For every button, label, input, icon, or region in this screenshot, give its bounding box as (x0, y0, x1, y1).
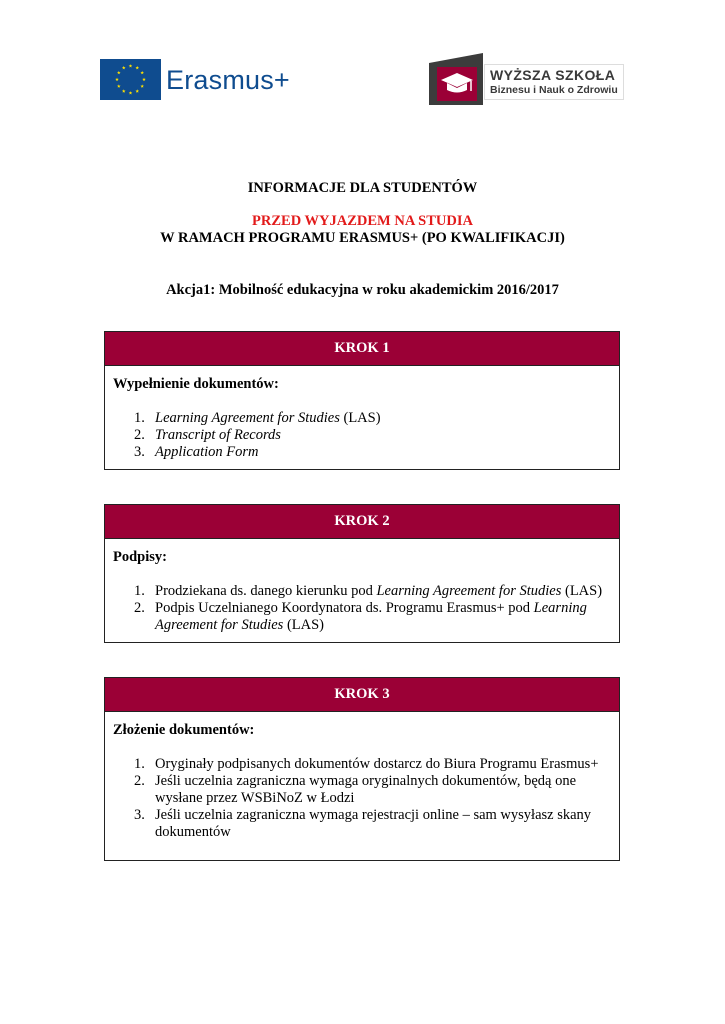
school-name-line2: Biznesu i Nauk o Zdrowiu (490, 84, 618, 96)
step-3-body (105, 712, 619, 841)
step-1-list (113, 410, 611, 461)
subtitle-program: W RAMACH PROGRAMU ERASMUS+ (PO KWALIFIKACJI) (160, 230, 565, 246)
step-1-header: KROK 1 (105, 332, 619, 366)
action-title: Akcja1: Mobilność edukacyjna w roku akademickim 2016/2017 (166, 282, 559, 298)
list-item: 2. Podpis Uczelnianego Koordynatora ds. Programu Erasmus+ pod Learning Agreement for Studies (LAS) (134, 600, 587, 633)
eu-flag-icon (100, 59, 161, 100)
list-item: 2. Jeśli uczelnia zagraniczna wymaga oryginalnych dokumentów, będą one wysłane przez WSBiNoZ w Łodzi (134, 773, 577, 806)
school-logo (429, 53, 625, 105)
list-item: 3. Application Form (134, 444, 259, 460)
list-item: 1. Prodziekana ds. danego kierunku pod Learning Agreement for Studies (LAS) (134, 583, 603, 599)
school-name-box (484, 64, 624, 100)
step-3-subtitle: Złożenie dokumentów: (113, 722, 255, 738)
step-1-body (105, 366, 619, 461)
step-2-box (104, 504, 620, 643)
list-item: 2. Transcript of Records (134, 427, 281, 443)
step-3-header: KROK 3 (105, 678, 619, 712)
step-1-subtitle: Wypełnienie dokumentów: (113, 376, 279, 392)
step-3-box (104, 677, 620, 861)
page-title: INFORMACJE DLA STUDENTÓW (247, 180, 478, 196)
erasmus-logo (100, 59, 310, 103)
list-item: 1. Learning Agreement for Studies (LAS) (134, 410, 381, 426)
subtitle-red: PRZED WYJAZDEM NA STUDIA (252, 213, 473, 229)
step-2-subtitle: Podpisy: (113, 549, 167, 565)
school-name-line1: WYŻSZA SZKOŁA (490, 67, 616, 83)
list-item: 1. Oryginały podpisanych dokumentów dostarcz do Biura Programu Erasmus+ (134, 756, 599, 772)
step-1-box (104, 331, 620, 470)
step-2-header: KROK 2 (105, 505, 619, 539)
graduation-cap-icon (429, 53, 483, 105)
step-3-list (113, 756, 611, 841)
step-2-list (113, 583, 611, 634)
step-2-body (105, 539, 619, 634)
list-item: 3. Jeśli uczelnia zagraniczna wymaga rejestracji online – sam wysyłasz skany dokumentów (134, 807, 592, 840)
erasmus-wordmark: Erasmus+ (166, 65, 290, 95)
